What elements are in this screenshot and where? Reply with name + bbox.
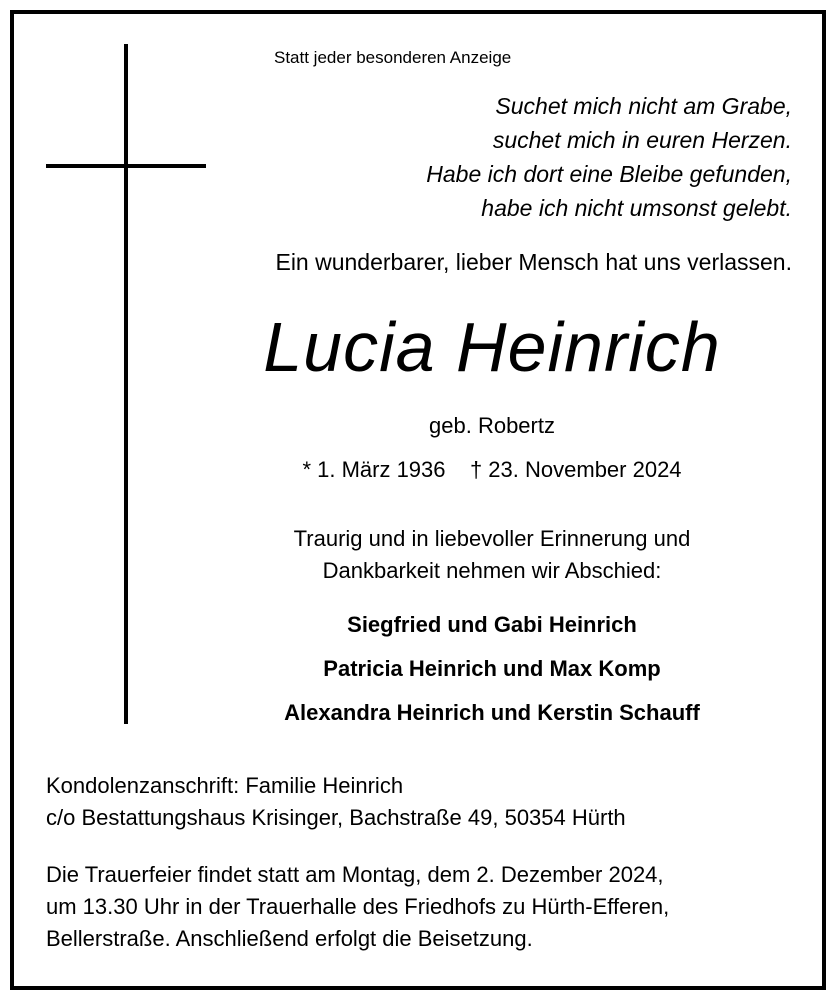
family-member: Patricia Heinrich und Max Komp xyxy=(323,656,661,681)
poem-line: habe ich nicht umsonst gelebt. xyxy=(481,195,792,221)
cross-vertical-bar xyxy=(124,44,128,724)
family-member: Siegfried und Gabi Heinrich xyxy=(347,612,637,637)
condolence-address: c/o Bestattungshaus Krisinger, Bachstraße 49, 50354 Hürth xyxy=(46,805,626,830)
deceased-name: Lucia Heinrich xyxy=(263,308,721,386)
notice-header: Statt jeder besonderen Anzeige xyxy=(274,48,512,67)
ceremony-info: um 13.30 Uhr in der Trauerhalle des Friedhofs zu Hürth-Efferen, xyxy=(46,894,670,919)
maiden-name: geb. Robertz xyxy=(429,413,555,438)
poem-line: Suchet mich nicht am Grabe, xyxy=(495,93,792,119)
life-dates: * 1. März 1936 † 23. November 2024 xyxy=(302,457,682,482)
ceremony-info: Die Trauerfeier findet statt am Montag, dem 2. Dezember 2024, xyxy=(46,862,664,887)
mourning-line: Traurig und in liebevoller Erinnerung und xyxy=(293,526,691,551)
cross-horizontal-bar xyxy=(46,164,206,168)
ceremony-info: Bellerstraße. Anschließend erfolgt die Beisetzung. xyxy=(46,926,533,951)
mourning-line: Dankbarkeit nehmen wir Abschied: xyxy=(322,558,662,583)
poem-line: Habe ich dort eine Bleibe gefunden, xyxy=(426,161,792,187)
poem-line: suchet mich in euren Herzen. xyxy=(492,127,792,153)
intro-text: Ein wunderbarer, lieber Mensch hat uns verlassen. xyxy=(275,249,792,275)
family-member: Alexandra Heinrich und Kerstin Schauff xyxy=(284,700,700,725)
condolence-address: Kondolenzanschrift: Familie Heinrich xyxy=(46,773,404,798)
